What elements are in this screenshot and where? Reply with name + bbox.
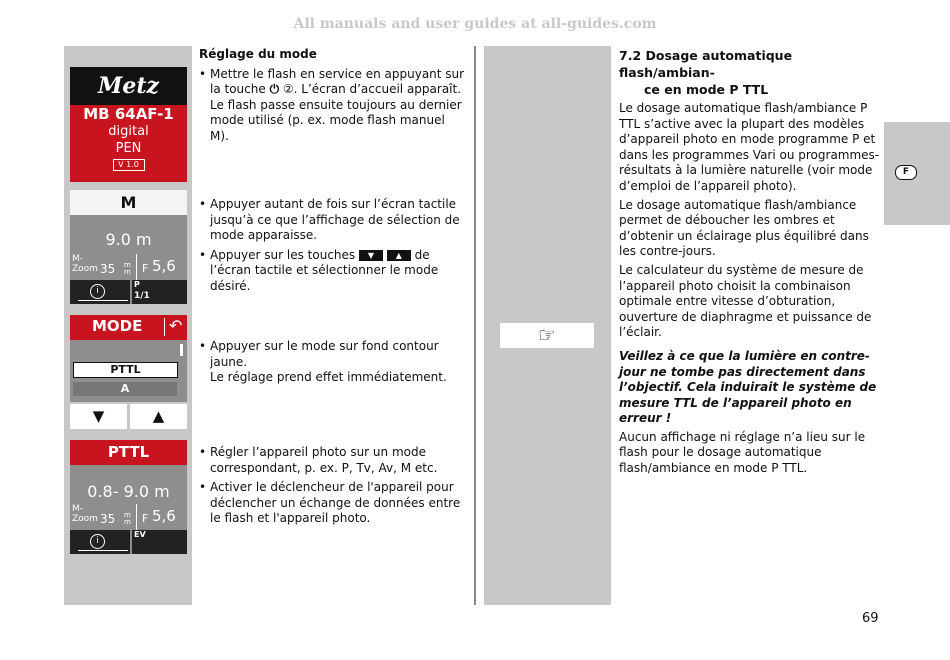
pttl-aperture-label: F <box>142 512 149 525</box>
info-underline <box>78 300 128 301</box>
mode-select-header <box>70 315 187 340</box>
aperture-label: F <box>142 262 149 275</box>
pttl-separator <box>136 504 137 530</box>
pointing-hand-icon: ☞ <box>500 323 594 348</box>
pttl-title: PTTL <box>70 440 187 465</box>
step-1-text-b: . L’écran d’accueil apparaît. Le flash passe ensuite toujours au dernier mode utilisé (p. ex. mode flash manuel M). <box>210 82 462 143</box>
aperture-value: 5,6 <box>152 257 176 275</box>
metz-logo: Metz <box>70 67 187 105</box>
pttl-distance: 0.8- 9.0 m <box>87 482 170 501</box>
mode-select-screen <box>70 315 187 429</box>
info-icon[interactable]: i <box>90 284 105 299</box>
bar-divider <box>130 280 132 304</box>
steps-block-3 <box>199 339 465 386</box>
mode-title: M <box>70 190 187 215</box>
scrollbar[interactable] <box>180 344 183 356</box>
column-divider <box>474 46 476 605</box>
pttl-aperture-value: 5,6 <box>152 507 176 525</box>
step-1-num: ② <box>282 82 294 97</box>
step-1 <box>199 67 465 145</box>
ratio-value: 1/1 <box>134 291 150 301</box>
steps-block-4 <box>199 445 465 527</box>
triangle-up-icon[interactable]: ▲ <box>130 404 187 429</box>
header-divider <box>164 318 165 336</box>
pttl-zoom-value: 35 <box>100 512 116 526</box>
home-screen <box>70 67 187 182</box>
zoom-unit: mm <box>124 261 131 276</box>
para-1: Le dosage automatique flash/ambiance P TTL s’active avec la plupart des modèles d’appareil photo en mode programme P et dans les programmes Vari ou programmes-résultats à la lumière naturelle (voir mode d’emploi de l’appareil photo). <box>619 101 880 193</box>
pttl-info-underline <box>78 550 128 551</box>
zoom-label: M- Zoom <box>72 254 98 274</box>
para-3: Le calculateur du système de mesure de l’appareil photo choisit la combinaison optimale entre vitesse d’obturation, ouverture de diaphragme et puissance de l’éclair. <box>619 262 872 340</box>
version-box: V 1.0 <box>113 159 145 171</box>
model-line3: PEN <box>115 141 142 156</box>
manual-bottom-bar <box>70 280 187 304</box>
return-icon[interactable]: ↶ <box>169 316 183 335</box>
ev-label: EV <box>134 530 146 539</box>
p-label: P <box>134 280 140 289</box>
model-name: MB 64AF-1 <box>83 105 174 123</box>
pttl-bar-divider <box>130 530 132 554</box>
step-5: • Régler l’appareil photo sur un mode correspondant, p. ex. P, Tv, Av, M etc. <box>199 445 465 476</box>
power-icon: ⏻ <box>269 82 280 97</box>
page-number: 69 <box>862 611 879 626</box>
home-info <box>70 105 187 182</box>
para-4: Aucun affichage ni réglage n’a lieu sur le flash pour le dosage automatique flash/ambiance en mode P TTL. <box>619 429 866 476</box>
right-gray-column <box>484 46 611 605</box>
pttl-zoom-label: M- Zoom <box>72 504 98 524</box>
step-1-text-a: Mettre le flash en service en appuyant sur la touche <box>210 66 465 97</box>
up-key-icon: ▲ <box>387 250 411 261</box>
language-tab-badge: F <box>895 165 917 180</box>
pttl-bottom-bar <box>70 530 187 554</box>
triangle-down-icon[interactable]: ▼ <box>70 404 127 429</box>
down-key-icon: ▼ <box>359 250 383 261</box>
pttl-zoom-unit: mm <box>124 511 131 526</box>
left-text-column <box>199 47 465 145</box>
para-2: Le dosage automatique flash/ambiance permet de déboucher les ombres et d’obtenir un éclairage plus équilibré dans les contre-jours. <box>619 197 869 259</box>
side-tab <box>884 122 950 225</box>
steps-block-2 <box>199 197 465 295</box>
step-4-text: Appuyer sur le mode sur fond contour jaune. <box>210 339 439 369</box>
step-4-text-b: Le réglage prend effet immédiatement. <box>210 370 447 385</box>
distance-readout: 9.0 m <box>105 230 152 249</box>
mode-option-next[interactable]: A <box>73 382 177 396</box>
manual-mode-screen <box>70 190 187 304</box>
warning-text: Veillez à ce que la lumière en contre-jour ne tombe pas directement dans l’objectif. Cela induirait le système de mesure TTL de l’appareil photo en erreur ! <box>619 348 877 426</box>
steps-list-1 <box>199 67 465 145</box>
mode-option-selected[interactable]: PTTL <box>73 362 178 378</box>
mode-list <box>70 340 187 402</box>
section-heading-1: 7.2 Dosage automatique flash/ambian- <box>619 48 793 80</box>
section-heading-2: ce en mode P TTL <box>644 82 769 97</box>
mode-select-title: MODE <box>92 317 143 335</box>
separator <box>136 254 137 280</box>
step-6: • Activer le déclencheur de l'appareil pour déclencher un échange de données entre le flash et l'appareil photo. <box>199 480 465 527</box>
right-text-column <box>619 47 885 477</box>
step-4 <box>199 339 465 386</box>
step-3-text-b: de l’écran tactile et sélectionner le mode désiré. <box>210 247 439 293</box>
step-2: • Appuyer autant de fois sur l’écran tactile jusqu’à ce que l’affichage de sélection de mode apparaisse. <box>199 197 465 244</box>
pttl-screen <box>70 440 187 554</box>
step-3 <box>199 248 465 295</box>
left-heading: Réglage du mode <box>199 47 317 61</box>
step-3-text-a: Appuyer sur les touches <box>210 247 356 262</box>
zoom-value: 35 <box>100 262 116 276</box>
info-icon[interactable]: i <box>90 534 105 549</box>
watermark: All manuals and user guides at all-guides.com <box>293 16 657 32</box>
model-line2: digital <box>108 124 149 139</box>
